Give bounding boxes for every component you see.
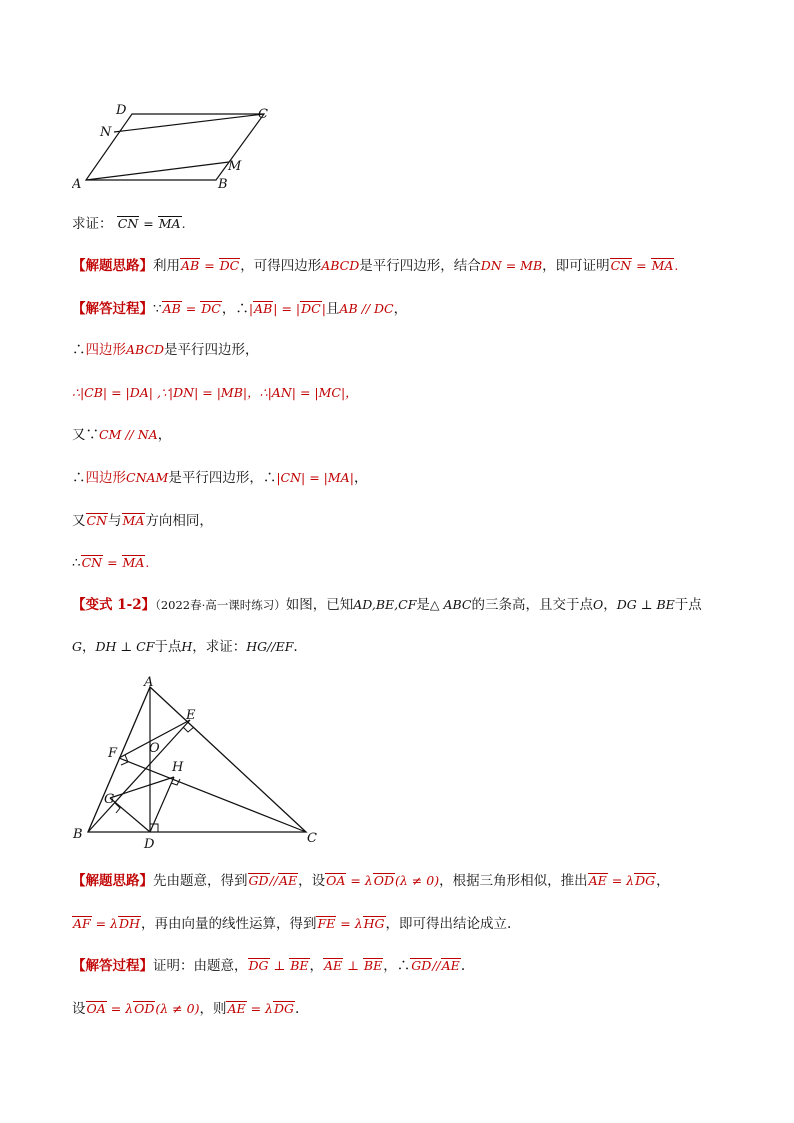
idea-heading: 【解题思路】: [72, 258, 153, 274]
label-c: C: [307, 831, 317, 846]
solution-idea-1: 【解题思路】利用AB = DC，可得四边形ABCD是平行四边形，结合DN = MB，即可证明CN = MA.: [72, 258, 679, 274]
solution-process-1-line-3: ∴|CB| = |DA| ,∵|DN| = |MB|，∴|AN| = |MC|，: [72, 385, 358, 400]
altitude-be: [88, 720, 190, 832]
label-d: D: [144, 837, 155, 850]
prove-line: 求证： CN = MA.: [72, 216, 186, 232]
label-h: H: [172, 760, 184, 775]
altitude-cf: [119, 758, 306, 832]
label-a: A: [72, 177, 82, 192]
triangle-abc: [88, 687, 306, 832]
segment-cn: [114, 114, 264, 132]
solution-process-1-line-5: ∴四边形CNAM是平行四边形，∴|CN| = |MA|，: [72, 470, 368, 486]
solution-process-1-line-1: 【解答过程】∵AB = DC，∴|AB| = |DC|且AB // DC，: [72, 301, 408, 317]
label-b: B: [218, 177, 228, 192]
right-angle-e: [183, 727, 194, 732]
segment-gh: [110, 777, 174, 798]
label-c: C: [258, 107, 268, 122]
solution-idea-2-line-2: AF = λDH，再由向量的线性运算，得到FE = λHG，即可得出结论成立.: [73, 916, 512, 932]
label-m: M: [228, 159, 242, 174]
solution-process-1-line-4: 又∵CM // NA，: [72, 427, 172, 443]
solution-process-1-line-2: ∴四边形ABCD是平行四边形，: [72, 342, 259, 358]
segment-dg: [110, 798, 150, 832]
label-d: D: [116, 103, 127, 118]
solution-process-2-line-2: 设OA = λOD(λ ≠ 0)，则AE = λDG.: [72, 1001, 300, 1017]
variant-heading: 【变式 1-2】: [72, 597, 156, 613]
solution-idea-2-line-1: 【解题思路】先由题意，得到GD//AE，设OA = λOD(λ ≠ 0)，根据三角形相似，推出AE = λDG，: [72, 873, 670, 889]
variant-problem-line-2: G，DH ⊥ CF于点H，求证：HG//EF.: [72, 639, 298, 655]
label-e: E: [186, 708, 196, 723]
label-o: O: [149, 741, 160, 756]
parallelogram-figure: [72, 100, 282, 195]
solution-process-1-line-6: 又CN与MA方向相同，: [72, 513, 213, 529]
solution-process-1-line-7: ∴CN = MA.: [72, 555, 150, 571]
segment-am: [86, 162, 229, 180]
label-g: G: [104, 792, 115, 807]
label-a: A: [144, 675, 154, 690]
triangle-altitudes-figure: [70, 670, 330, 850]
variant-problem-line-1: 【变式 1-2】（2022春·高一课时练习）如图，已知AD,BE,CF是△ ABC的三条高，且交于点O，DG ⊥ BE于点: [72, 597, 702, 613]
label-b: B: [73, 827, 83, 842]
label-f: F: [108, 746, 118, 761]
label-n: N: [100, 125, 112, 140]
solution-process-2-line-1: 【解答过程】证明：由题意，DG ⊥ BE，AE ⊥ BE，∴GD//AE.: [72, 958, 466, 974]
process-heading: 【解答过程】: [72, 301, 153, 317]
